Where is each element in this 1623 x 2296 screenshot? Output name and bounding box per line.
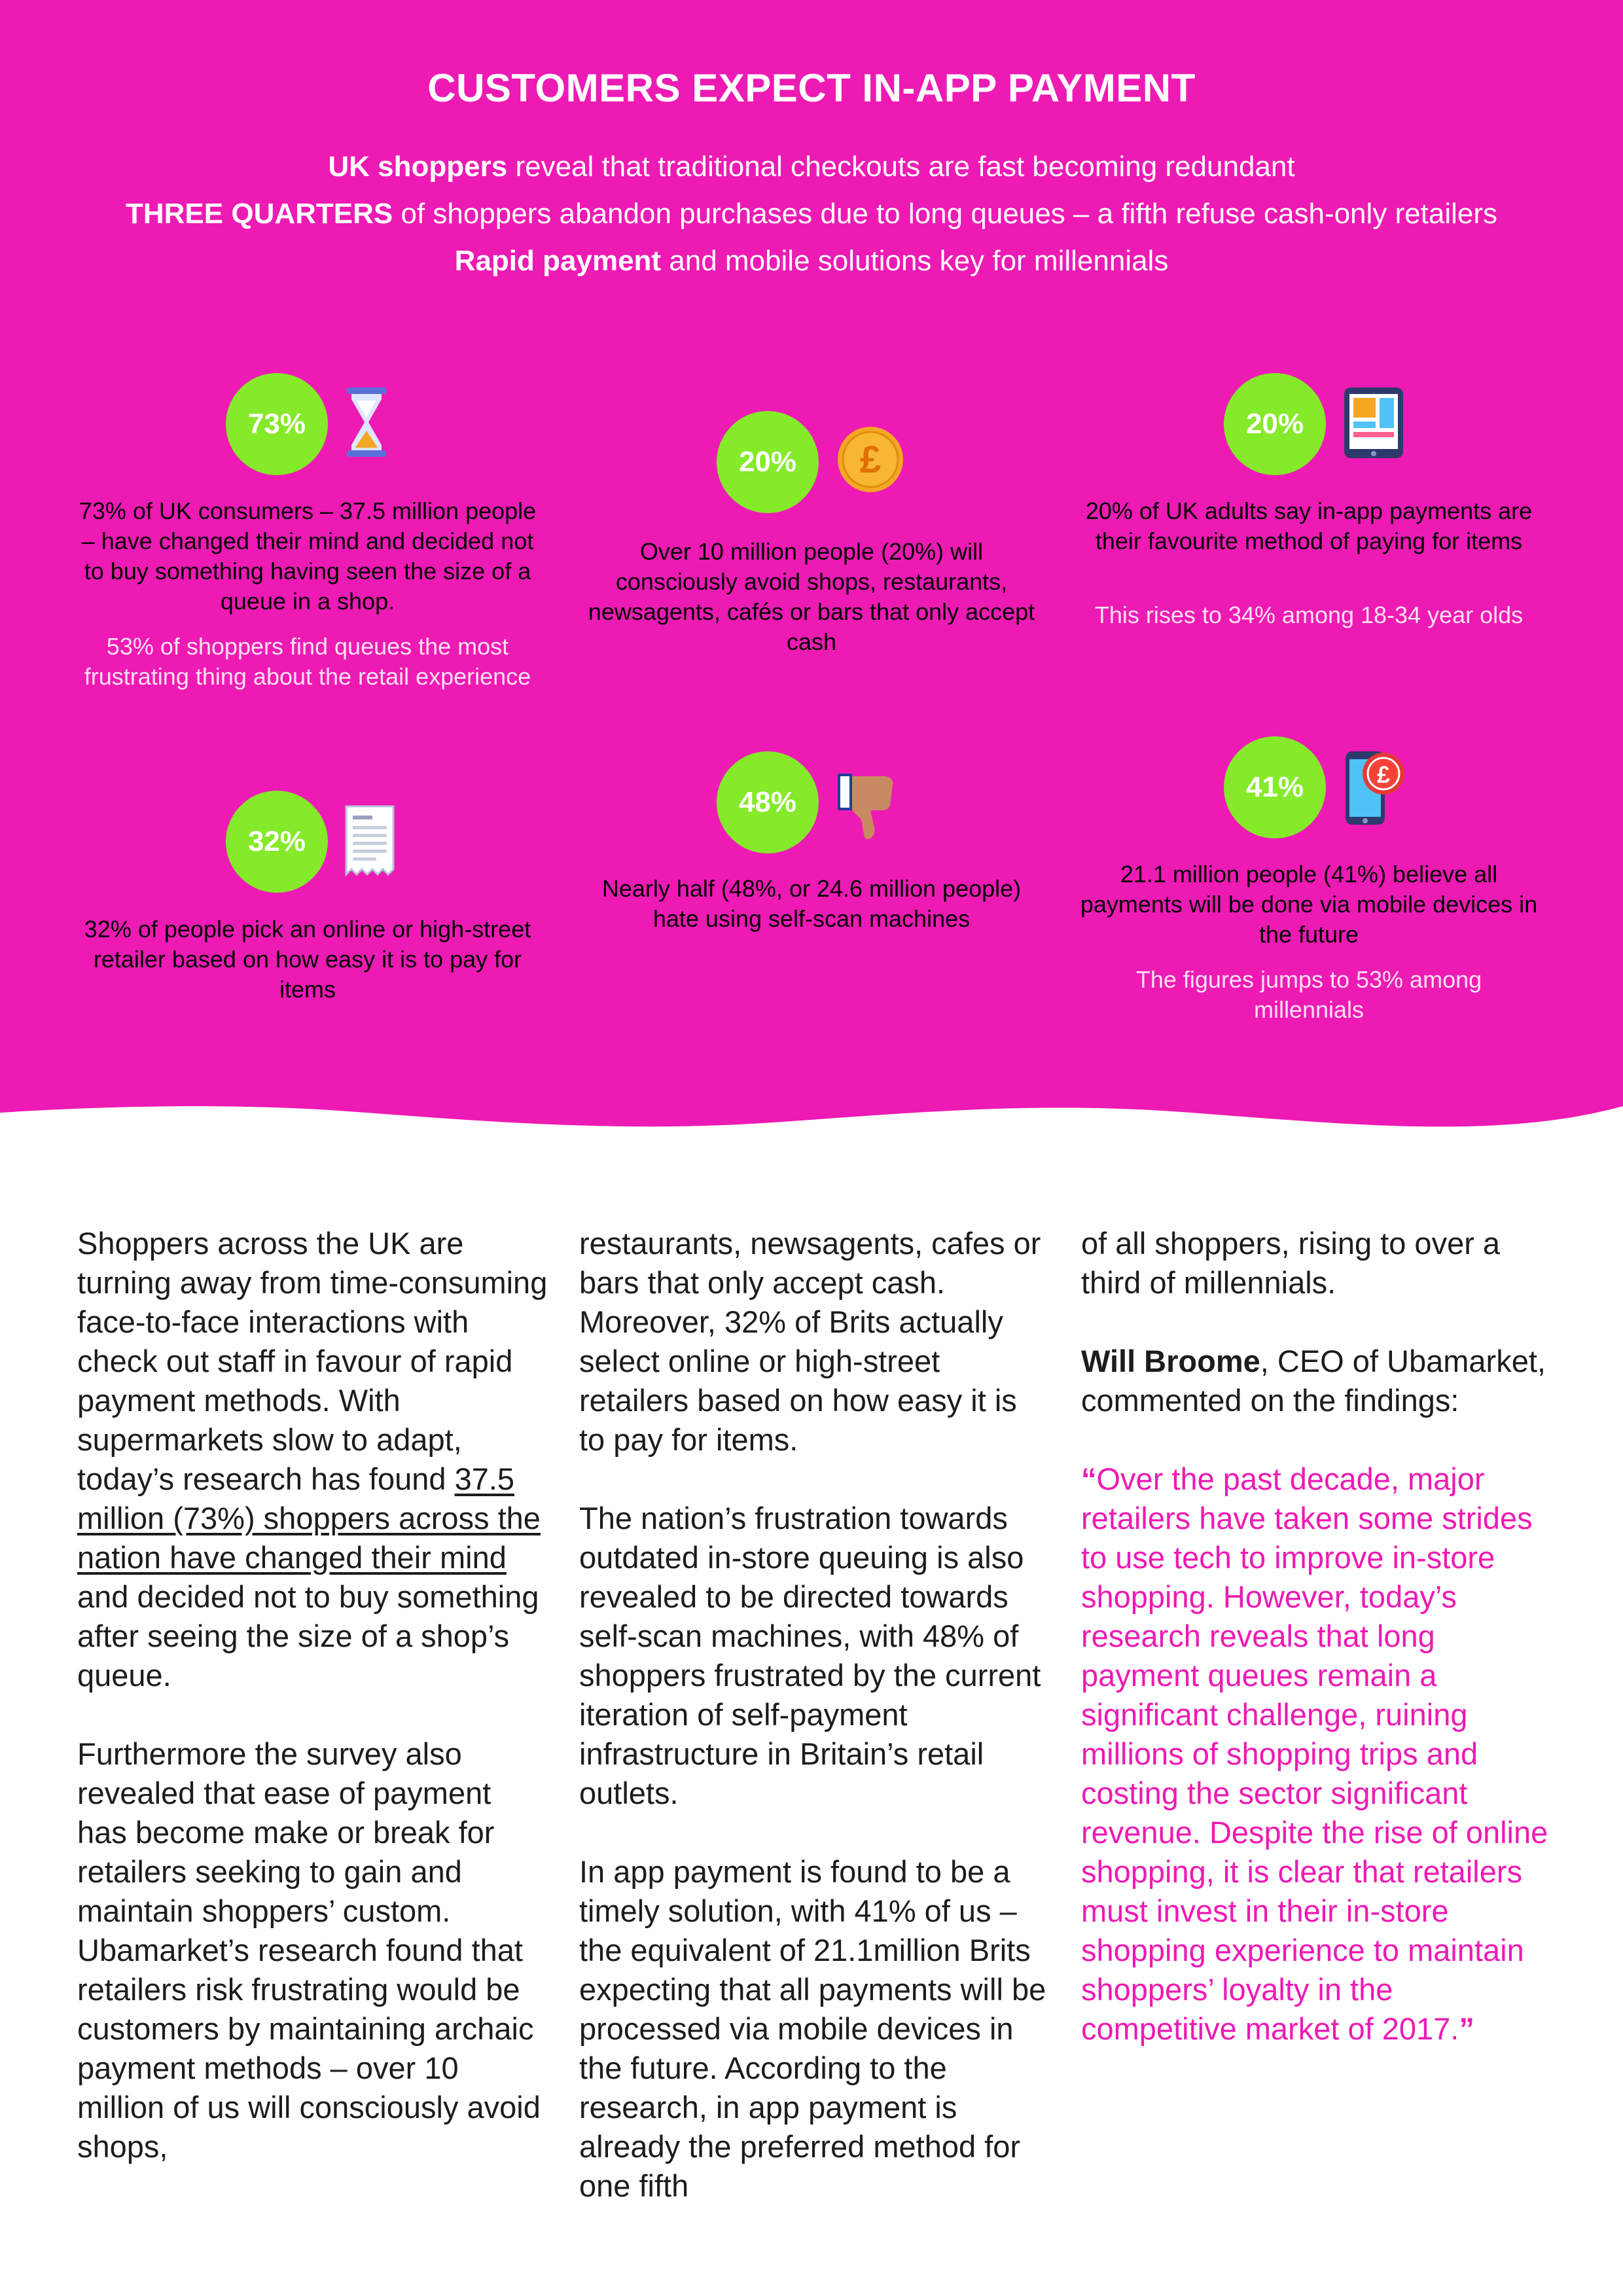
stat-text-48: Nearly half (48%, or 24.6 million people) hate using self-scan machines [601,875,1022,932]
receipt-icon [344,804,396,877]
article-paragraph: The nation’s frustration towards outdated in-store queuing is also revealed to be directed towards self-scan machines, with 48% of shoppers frustrated by the current iteration of self-payment infrastructure in Britain’s retail outlets. [579,1501,1041,1810]
article-paragraph: Furthermore the survey also revealed that ease of payment has become make or break for retailers seeking to gain and maintain shoppers’ custom. Ubamarket’s research found that retailers risk frustrating would be customers by maintaining archaic payment methods – over 10 million of us will consciously avoid shops, [77,1736,541,2164]
stat-note-73: 53% of shoppers find queues the most frustrating thing about the retail experience [84,633,531,690]
subtitle-1-bold: UK shoppers [328,151,508,183]
pull-quote [1081,1460,1552,2049]
stat-note-20-app: This rises to 34% among 18-34 year olds [1094,601,1524,628]
stat-badge-20-cash: 20% [717,411,819,513]
stat-text-32: 32% of people pick an online or high-street retailer based on how easy it is to pay for items [84,916,531,1003]
speaker-name: Will Broome [1081,1344,1260,1378]
stat-text-41: 21.1 million people (41%) believe all payments will be done via mobile devices in the future [1080,861,1538,948]
quote-close-mark: ” [1459,2011,1474,2046]
stat-text-20-app: 20% of UK adults say in-app payments are their favourite method of paying for items [1085,497,1533,554]
subtitle-line-3 [0,238,1623,285]
stat-badge-20-app: 20% [1224,373,1326,475]
stat-badge-32: 32% [226,791,328,893]
stat-text-20-cash: Over 10 million people (20%) will consciously avoid shops, restaurants, newsagents, cafés or bars that only accept cash [588,538,1035,655]
subtitle-3-bold: Rapid payment [454,245,662,277]
pound-coin-icon [836,425,905,494]
subtitle-2-text: of shoppers abandon purchases due to long queues – a fifth refuse cash-only retailers [393,198,1497,230]
subtitle-line-1 [0,143,1623,190]
stat-note-41: The figures jumps to 53% among millennials [1135,966,1482,1023]
attribution [1081,1342,1552,1420]
page-title: CUSTOMERS EXPECT IN-APP PAYMENT [427,66,1196,110]
stat-badge-41: 41% [1224,736,1326,838]
subtitle-3-text: and mobile solutions key for millennials [661,245,1169,277]
subtitle-2-bold: THREE QUARTERS [126,198,393,230]
hourglass-icon [344,386,389,458]
quote-open-mark: “ [1081,1462,1097,1496]
stat-badge-73: 73% [226,373,328,475]
tablet-icon [1343,386,1404,459]
stat-text-73: 73% of UK consumers – 37.5 million people – have changed their mind and decided not to buy something having seen the size of a queue in a shop. [79,497,537,615]
subtitle-line-2 [0,190,1623,238]
highlight-link[interactable]: 37.5 million (73%) shoppers across the nation have changed their mind [77,1462,541,1575]
subtitle-1-text: reveal that traditional checkouts are fast becoming redundant [507,151,1295,183]
article-paragraph [77,1224,548,1695]
article-paragraph: In app payment is found to be a timely solution, with 41% of us – the equivalent of 21.1million Brits expecting that all payments will be processed via mobile devices in the future. According to the research, in app payment is already the preferred method for one fifth [579,1854,1046,2203]
thumbs-down-icon [836,771,899,843]
mobile-payment-icon [1343,746,1408,828]
article-paragraph: of all shoppers, rising to over a third of millennials. [1081,1226,1501,1300]
paragraph-text: Shoppers across the UK are turning away from time-consuming face-to-face interactions with check out staff in favour of rapid payment methods. With supermarkets slow to adapt, today’s research has found [77,1226,548,1496]
quote-text: Over the past decade, major retailers have taken some strides to use tech to improve in-store shopping. However, today’s research reveals that long payment queues remain a significant challenge, ruining millions of shopping trips and costing the sector significant revenue. Despite the rise of online shopping, it is clear that retailers must invest in their in-store shopping experience to maintain shoppers’ loyalty in the competitive market of 2017. [1081,1462,1548,2046]
svg-text:£: £ [859,439,882,481]
paragraph-text: and decided not to buy something after seeing the size of a shop’s queue. [77,1579,539,1693]
article-column-3 [1081,1224,1552,2088]
header [0,65,1623,285]
speaker-role: , CEO of Ubamarket, commented on the findings: [1081,1344,1546,1418]
article-paragraph: restaurants, newsagents, cafes or bars that only accept cash. Moreover, 32% of Brits actually select online or high-street retailers based on how easy it is to pay for items. [579,1226,1041,1457]
article-column-2 [579,1224,1050,2245]
svg-text:£: £ [1376,761,1391,788]
stat-badge-48: 48% [717,751,819,853]
article-column-1 [77,1224,548,2206]
